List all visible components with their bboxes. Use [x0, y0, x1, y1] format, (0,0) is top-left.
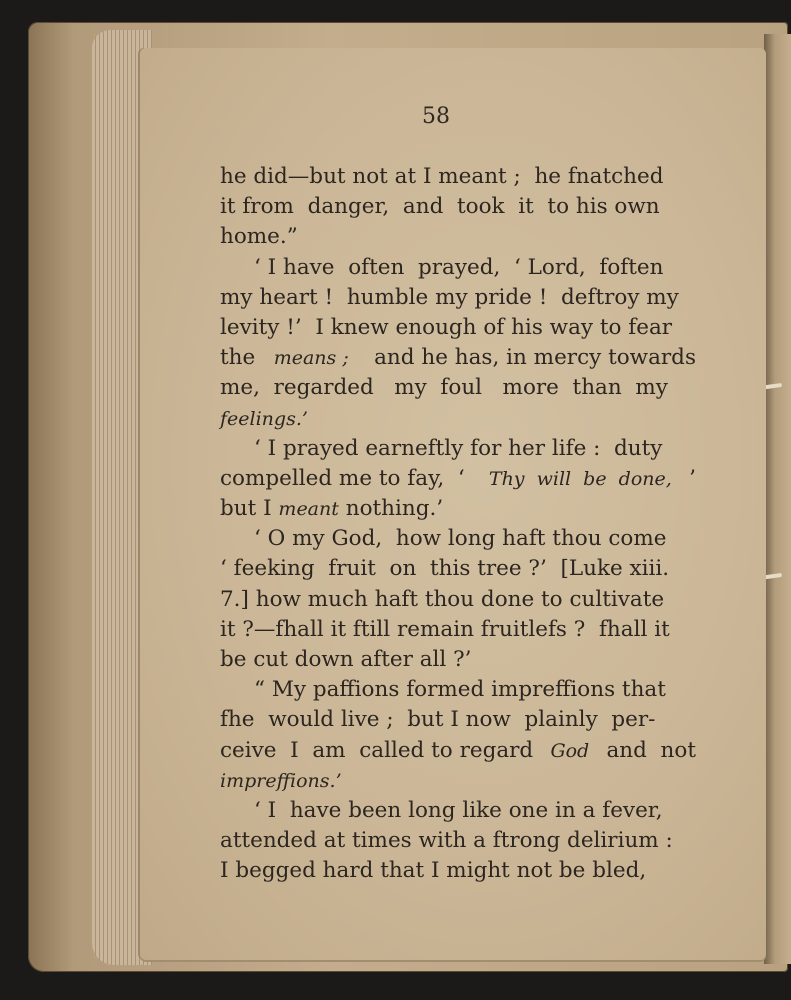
text-line	[220, 373, 696, 403]
text-segment: ’	[689, 465, 696, 491]
text-line	[220, 222, 696, 252]
text-line	[220, 283, 696, 313]
facing-page-edge	[764, 34, 791, 964]
text-line	[220, 826, 696, 856]
text-segment: me, regarded my foul more than my	[220, 375, 668, 401]
text-segment: I begged hard that I might not be bled,	[220, 858, 647, 884]
text-line	[220, 554, 696, 584]
text-segment: ‘ I have often prayed, ‘ Lord, foften	[254, 254, 664, 280]
text-line	[220, 645, 696, 675]
italic-text: means ;	[273, 347, 349, 370]
page-number: 58	[422, 104, 450, 129]
text-line	[220, 434, 696, 464]
text-line	[220, 856, 696, 886]
text-segment: be cut down after all ?’	[220, 647, 472, 672]
text-line	[220, 675, 696, 705]
text-segment: the	[220, 345, 263, 371]
text-line	[220, 796, 696, 826]
text-segment: ‘ I have been long like one in a fever,	[254, 797, 663, 823]
text-segment: fhe would live ; but I now plainly per-	[220, 707, 656, 733]
text-segment: compelled me to fay, ‘	[220, 465, 472, 491]
text-line	[220, 494, 696, 524]
text-line	[220, 464, 696, 494]
text-line	[220, 253, 696, 283]
text-segment: levity !’ I knew enough of his way to fear	[220, 314, 673, 340]
text-line	[220, 162, 696, 192]
text-segment: 7.] how much haft thou done to cultivate	[220, 586, 665, 612]
text-line	[220, 343, 696, 373]
text-line	[220, 705, 696, 735]
text-segment: it from danger, and took it to his own	[220, 194, 660, 220]
italic-text: Thy will be done,	[488, 467, 672, 490]
text-segment: my heart ! humble my pride ! deftroy my	[220, 284, 679, 310]
text-line	[220, 313, 696, 343]
italic-text: feelings.’	[220, 407, 308, 430]
italic-text: God	[550, 739, 590, 762]
text-segment: and he has, in mercy towards	[360, 345, 696, 371]
text-line	[220, 766, 696, 796]
text-segment: ceive I am called to regard	[220, 737, 541, 763]
text-segment: but I	[220, 496, 279, 522]
text-segment: home.”	[220, 224, 298, 250]
text-segment: he did—but not at I meant ; he fnatched	[220, 164, 664, 189]
italic-text: meant	[278, 498, 339, 521]
text-segment: ‘ O my God, how long haft thou come	[254, 526, 667, 552]
text-segment: attended at times with a ftrong delirium :	[220, 828, 673, 854]
page-text	[220, 162, 696, 887]
text-line	[220, 585, 696, 615]
text-line	[220, 615, 696, 645]
text-line	[220, 736, 696, 766]
italic-text: impreffions.’	[220, 769, 342, 792]
text-segment: ‘ feeking fruit on this tree ?’ [Luke xiii.	[220, 556, 670, 582]
text-line	[220, 404, 696, 434]
text-line	[220, 524, 696, 554]
text-segment: nothing.’	[338, 496, 444, 522]
text-line	[220, 192, 696, 222]
text-segment: “ My paffions formed impreffions that	[254, 677, 666, 703]
text-segment: it ?—fhall it ftill remain fruitlefs ? fhall it	[220, 616, 670, 642]
text-segment: ‘ I prayed earneftly for her life : duty	[254, 435, 663, 461]
text-segment: and not	[599, 737, 696, 763]
